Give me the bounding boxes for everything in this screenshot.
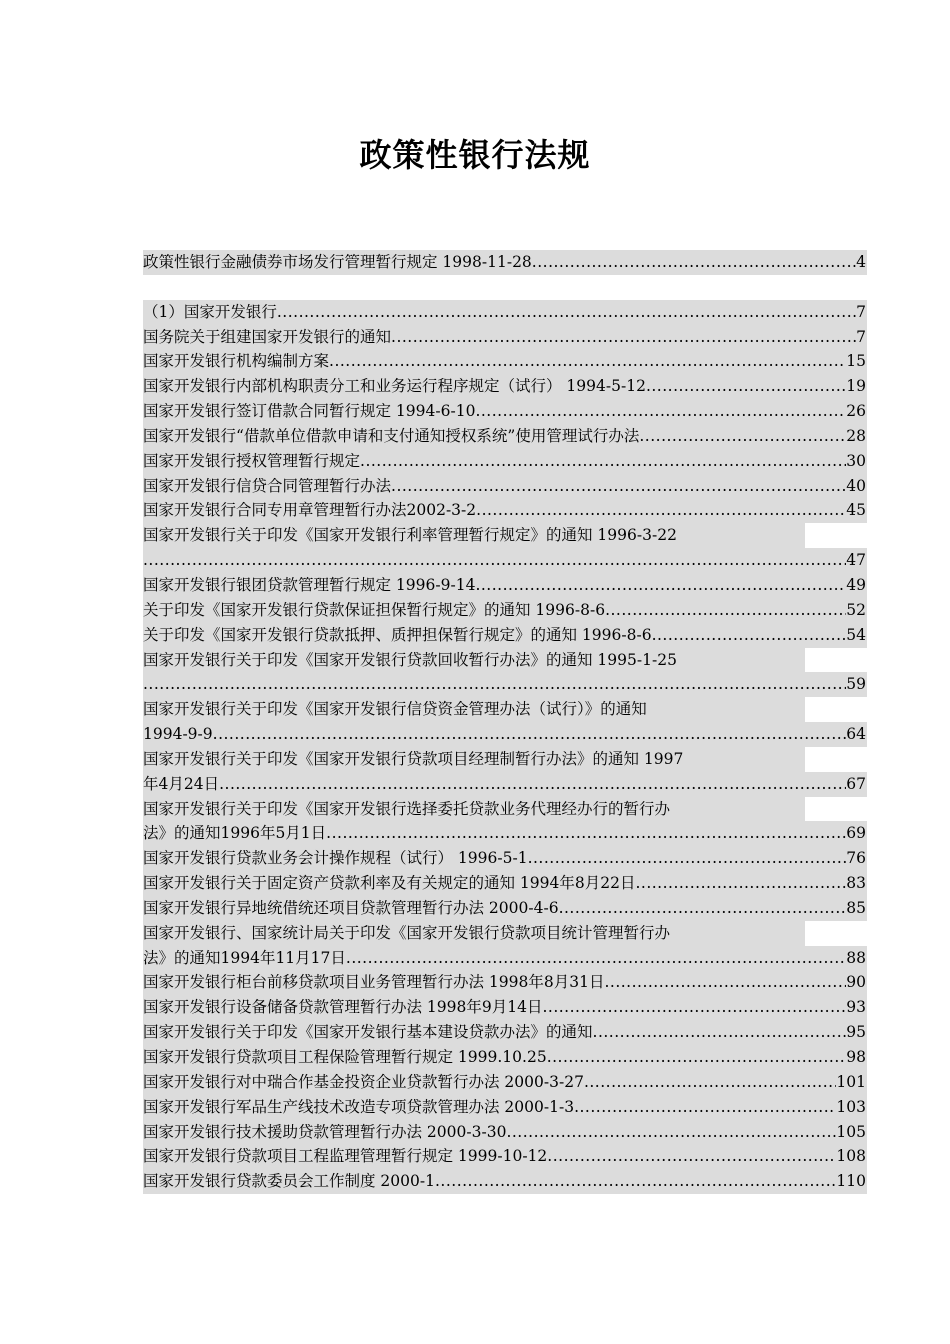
toc-page-number: 28: [846, 426, 866, 445]
toc-leader-dots: [476, 498, 846, 523]
toc-entry-title: 国务院关于组建国家开发银行的通知: [143, 327, 392, 346]
toc-leader-dots: [646, 374, 846, 399]
toc-entry[interactable]: [143, 623, 867, 648]
toc-entry-title: 国家开发银行技术援助贷款管理暂行办法 2000-3-30: [143, 1122, 507, 1141]
toc-leader-dots: [528, 846, 847, 871]
toc-entry[interactable]: [143, 697, 805, 722]
toc-entry[interactable]: [143, 995, 867, 1020]
toc-leader-dots: [547, 1144, 836, 1169]
toc-entry[interactable]: [143, 1045, 867, 1070]
toc-leader-dots: [547, 1045, 847, 1070]
toc-page-number: 4: [856, 253, 866, 271]
toc-leader-dots: [475, 573, 846, 598]
toc-entry[interactable]: [143, 374, 867, 399]
toc-entry-title: 国家开发银行贷款项目工程保险管理暂行规定 1999.10.25: [143, 1048, 547, 1066]
toc-entry[interactable]: [143, 523, 805, 548]
toc-page-number: 69: [846, 824, 866, 843]
toc-entry-title: 国家开发银行关于印发《国家开发银行选择委托贷款业务代理经办行的暂行办: [143, 799, 671, 818]
toc-leader-dots: [584, 1070, 836, 1095]
toc-entry-title: 年4月24日: [143, 774, 220, 793]
toc-leader-dots: [143, 672, 846, 697]
toc-entry[interactable]: [143, 772, 867, 797]
toc-page-number: 67: [846, 774, 866, 793]
toc-entry[interactable]: [143, 1070, 867, 1095]
toc-leader-dots: [391, 325, 856, 350]
toc-entry[interactable]: [143, 921, 805, 946]
toc-entry[interactable]: [143, 797, 805, 822]
toc-page-number: 7: [856, 302, 866, 321]
toc-entry[interactable]: [143, 722, 867, 747]
toc-leader-dots: [346, 946, 846, 971]
toc-leader-dots: [326, 821, 846, 846]
toc-entry[interactable]: [143, 399, 867, 424]
toc-leader-dots: [635, 871, 846, 896]
toc-leader-dots: [219, 772, 846, 797]
toc-page-number: 85: [846, 898, 866, 917]
toc-page-number: 95: [846, 1023, 866, 1042]
toc-page-number: 19: [846, 377, 866, 396]
toc-page-number: 54: [846, 625, 866, 644]
toc-entry[interactable]: [143, 970, 867, 995]
toc-entry[interactable]: [143, 1120, 867, 1145]
toc-page-number: 76: [846, 849, 866, 868]
toc-entry[interactable]: [143, 325, 867, 350]
toc-leader-dots: [652, 623, 847, 648]
toc-entry-title: 国家开发银行柜台前移贷款项目业务管理暂行办法 1998年8月31日: [143, 973, 605, 992]
toc-leader-dots: [143, 548, 846, 573]
toc-entry-title: 国家开发银行关于印发《国家开发银行贷款项目经理制暂行办法》的通知 1997: [143, 749, 684, 768]
toc-entry[interactable]: [143, 598, 867, 623]
toc-entry[interactable]: [143, 573, 867, 598]
page-title: 政策性银行法规: [359, 136, 591, 174]
toc-entry-title: 国家开发银行合同专用章管理暂行办法2002-3-2: [143, 501, 477, 520]
toc-entry-title: 国家开发银行关于印发《国家开发银行利率管理暂行规定》的通知 1996-3-22: [143, 526, 677, 545]
toc-leader-dots: [639, 424, 846, 449]
table-of-contents: [143, 250, 867, 1194]
toc-entry-title: 国家开发银行银团贷款管理暂行规定 1996-9-14: [143, 575, 476, 594]
toc-spacer: [143, 275, 867, 300]
toc-page-number: 47: [846, 551, 866, 570]
toc-leader-dots: [435, 1169, 836, 1194]
toc-entry[interactable]: [143, 946, 867, 971]
toc-page-number: 90: [846, 973, 866, 992]
toc-entry-title: 国家开发银行贷款业务会计操作规程（试行） 1996-5-1: [143, 849, 528, 868]
toc-entry-title: 国家开发银行设备储备贷款管理暂行办法 1998年9月14日: [143, 998, 543, 1017]
toc-leader-dots: [277, 300, 856, 325]
toc-page-number: 105: [836, 1122, 866, 1141]
toc-leader-dots: [329, 349, 846, 374]
toc-leader-dots: [574, 1095, 836, 1120]
toc-page-number: 64: [846, 725, 866, 744]
toc-page-number: 40: [846, 476, 866, 495]
toc-leader-dots: [532, 250, 856, 275]
toc-entry[interactable]: [143, 250, 867, 275]
toc-entry-title: 国家开发银行“借款单位借款申请和支付通知授权系统”使用管理试行办法: [143, 426, 640, 445]
toc-entry-title: 法》的通知1996年5月1日: [143, 824, 327, 843]
toc-entry-title: 关于印发《国家开发银行贷款抵押、质押担保暂行规定》的通知 1996-8-6: [143, 625, 652, 644]
toc-entry-title: 国家开发银行贷款项目工程监理管理暂行规定 1999-10-12: [143, 1147, 548, 1166]
toc-entry-title: 国家开发银行异地统借统还项目贷款管理暂行办法 2000-4-6: [143, 898, 559, 917]
toc-page-number: 26: [846, 402, 866, 421]
toc-page-number: 45: [846, 501, 866, 520]
toc-leader-dots: [475, 399, 846, 424]
toc-page-number: 98: [846, 1048, 866, 1066]
toc-entry-title: 国家开发银行授权管理暂行规定: [143, 451, 361, 470]
toc-entry[interactable]: [143, 548, 867, 573]
toc-leader-dots: [213, 722, 847, 747]
toc-entry[interactable]: [143, 1020, 867, 1045]
toc-leader-dots: [604, 970, 846, 995]
toc-entry[interactable]: [143, 449, 867, 474]
toc-entry-title: 国家开发银行关于印发《国家开发银行贷款回收暂行办法》的通知 1995-1-25: [143, 650, 677, 669]
toc-page-number: 101: [836, 1072, 866, 1091]
toc-entry-title: 国家开发银行机构编制方案: [143, 352, 330, 371]
toc-leader-dots: [506, 1120, 836, 1145]
toc-page-number: 30: [846, 451, 866, 470]
toc-entry-title: 法》的通知1994年11月17日: [143, 948, 346, 967]
toc-entry[interactable]: [143, 747, 805, 772]
toc-entry-title: （1）国家开发银行: [143, 302, 277, 321]
toc-entry[interactable]: [143, 871, 867, 896]
toc-page-number: 59: [846, 675, 866, 694]
toc-entry-title: 国家开发银行对中瑞合作基金投资企业贷款暂行办法 2000-3-27: [143, 1072, 584, 1091]
toc-entry-title: 国家开发银行关于印发《国家开发银行基本建设贷款办法》的通知: [143, 1023, 593, 1042]
toc-page-number: 15: [846, 352, 866, 371]
toc-leader-dots: [391, 474, 846, 499]
toc-entry-title: 关于印发《国家开发银行贷款保证担保暂行规定》的通知 1996-8-6: [143, 600, 606, 619]
toc-entry-title: 国家开发银行贷款委员会工作制度 2000-1: [143, 1172, 435, 1191]
toc-entry[interactable]: [143, 474, 867, 499]
toc-leader-dots: [559, 896, 847, 921]
toc-page-number: 7: [856, 327, 866, 346]
toc-entry[interactable]: [143, 498, 867, 523]
toc-leader-dots: [593, 1020, 847, 1045]
toc-page-number: 108: [836, 1147, 866, 1166]
toc-entry-title: 国家开发银行信贷合同管理暂行办法: [143, 476, 392, 495]
toc-entry[interactable]: [143, 1169, 867, 1194]
toc-page-number: 88: [846, 948, 866, 967]
toc-entry-title: 国家开发银行军品生产线技术改造专项贷款管理办法 2000-1-3: [143, 1097, 575, 1116]
toc-entry[interactable]: [143, 896, 867, 921]
toc-entry-title: 国家开发银行签订借款合同暂行规定 1994-6-10: [143, 402, 476, 421]
toc-entry[interactable]: [143, 300, 867, 325]
toc-entry[interactable]: [143, 349, 867, 374]
toc-page-number: 110: [836, 1172, 866, 1191]
toc-entry-title: 国家开发银行内部机构职责分工和业务运行程序规定（试行） 1994-5-12: [143, 377, 646, 396]
toc-entry[interactable]: [143, 672, 867, 697]
toc-entry-title: 国家开发银行、国家统计局关于印发《国家开发银行贷款项目统计管理暂行办: [143, 923, 671, 942]
toc-page-number: 52: [846, 600, 866, 619]
toc-entry-title: 政策性银行金融债券市场发行管理暂行规定 1998-11-28: [143, 253, 532, 271]
toc-entry[interactable]: [143, 1144, 867, 1169]
toc-leader-dots: [360, 449, 846, 474]
toc-entry[interactable]: [143, 424, 867, 449]
toc-entry[interactable]: [143, 1095, 867, 1120]
toc-page-number: 93: [846, 998, 866, 1017]
toc-page-number: 49: [846, 575, 866, 594]
toc-page-number: 83: [846, 874, 866, 893]
toc-entry[interactable]: [143, 648, 805, 673]
toc-entry-title: 1994-9-9: [143, 725, 213, 744]
toc-entry-title: 国家开发银行关于印发《国家开发银行信贷资金管理办法（试行）》的通知: [143, 700, 647, 719]
toc-page-number: 103: [836, 1097, 866, 1116]
toc-entry-title: 国家开发银行关于固定资产贷款利率及有关规定的通知 1994年8月22日: [143, 874, 636, 893]
toc-leader-dots: [542, 995, 846, 1020]
toc-entry[interactable]: [143, 821, 867, 846]
toc-leader-dots: [605, 598, 846, 623]
toc-entry[interactable]: [143, 846, 867, 871]
